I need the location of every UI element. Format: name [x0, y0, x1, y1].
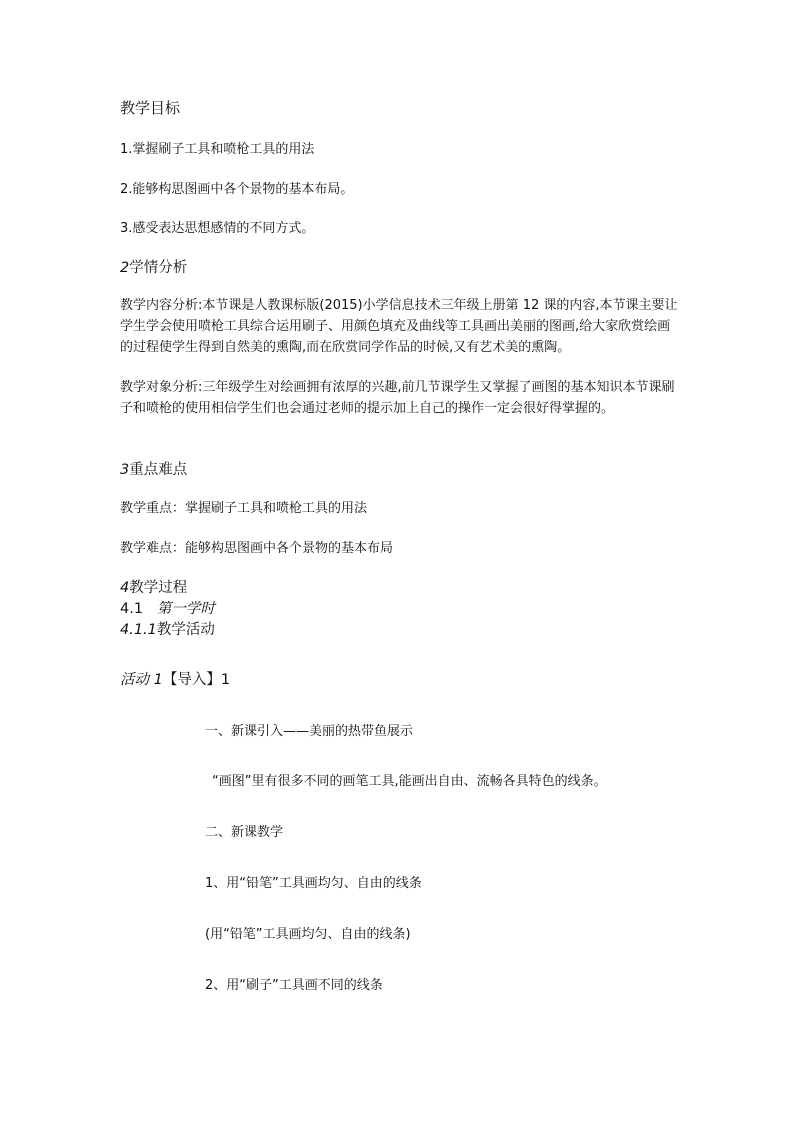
keypoints-heading-text: 重点难点 [129, 462, 188, 478]
activity-1-prefix: 活动 1 [120, 672, 163, 688]
lesson-item-pencil-note: (用“铅笔”工具画均匀、自由的线条) [205, 927, 411, 942]
objectives-heading: 教学目标 [120, 99, 181, 117]
keypoints-heading-number: 3 [120, 462, 130, 478]
activity-1-title: 【导入】1 [162, 672, 231, 688]
section-4-1-number: 4.1 [120, 601, 144, 617]
lesson-item-intro-text: “画图”里有很多不同的画笔工具,能画出自由、流畅各具特色的线条。 [212, 774, 607, 789]
section-4-1-1-number: 4.1.1 [120, 622, 157, 638]
objective-item-1: 1.掌握刷子工具和喷枪工具的用法 [120, 142, 315, 157]
objective-item-2: 2.能够构思图画中各个景物的基本布局。 [120, 182, 354, 197]
object-analysis-paragraph: 教学对象分析:三年级学生对绘画拥有浓厚的兴趣,前几节课学生又掌握了画图的基本知识本节课刷子和喷枪的使用相信学生们也会通过老师的提示加上自己的操作一定会很好得掌握的。 [120, 380, 675, 416]
section-4-1-title: 第一学时 [156, 601, 215, 617]
process-heading [120, 576, 187, 597]
key-point: 教学重点：掌握刷子工具和喷枪工具的用法 [120, 501, 368, 516]
process-heading-number: 4 [120, 580, 130, 596]
lesson-item-pencil: 1、用“铅笔”工具画均匀、自由的线条 [205, 876, 422, 891]
section-4-1-1 [120, 618, 215, 639]
analysis-heading [120, 256, 187, 277]
process-heading-text: 教学过程 [129, 580, 188, 596]
lesson-item-new-lesson: 二、新课教学 [205, 825, 284, 840]
activity-1-heading [120, 668, 230, 689]
section-4-1-1-title: 教学活动 [156, 622, 215, 638]
analysis-heading-text: 学情分析 [129, 260, 188, 276]
difficulty-point: 教学难点：能够构思图画中各个景物的基本布局 [120, 541, 394, 556]
section-4-1 [120, 597, 215, 618]
lesson-item-brush: 2、用“刷子”工具画不同的线条 [205, 978, 383, 993]
analysis-heading-number: 2 [120, 260, 130, 276]
keypoints-heading [120, 458, 187, 479]
lesson-item-intro: 一、新课引入——美丽的热带鱼展示 [205, 724, 414, 739]
content-analysis-paragraph: 教学内容分析:本节课是人教课标版(2015)小学信息技术三年级上册第 12 课的内容,本节课主要让学生学会使用喷枪工具综合运用刷子、用颜色填充及曲线等工具画出美丽的图画,给大家欣赏绘画的过程使学生得到自然美的熏陶,而在欣赏同学作品的时候,又有艺术美的熏陶。 [120, 298, 678, 355]
objective-item-3: 3.感受表达思想感情的不同方式。 [120, 221, 315, 236]
